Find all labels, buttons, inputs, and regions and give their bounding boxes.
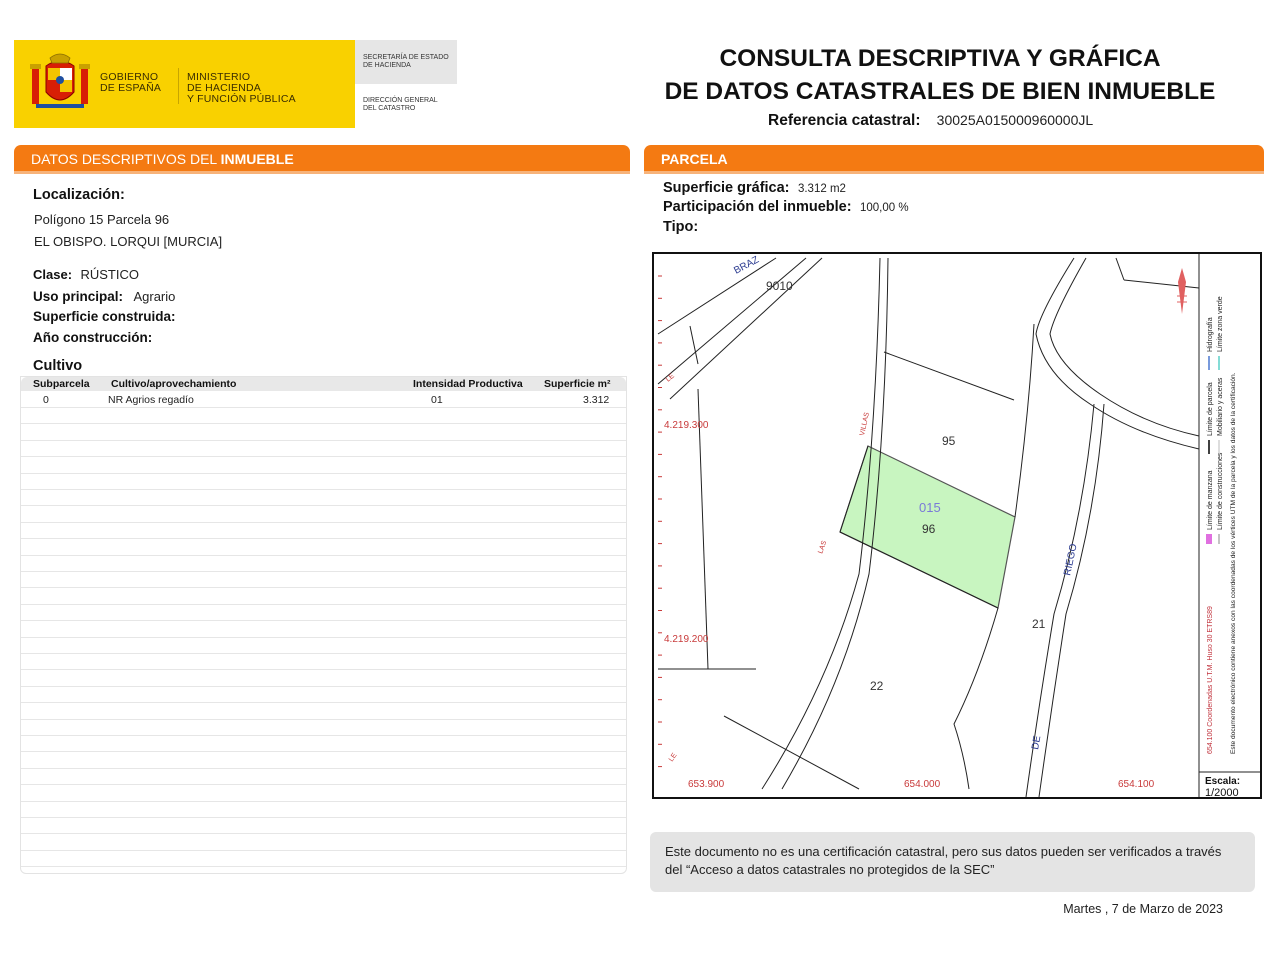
datos-descriptivos-bar: DATOS DESCRIPTIVOS DEL INMUEBLE xyxy=(14,145,630,171)
cultivo-title: Cultivo xyxy=(33,358,83,374)
localizacion-line2: EL OBISPO. LORQUI [MURCIA] xyxy=(34,234,223,249)
road-villas: VILLAS xyxy=(859,411,871,437)
legend-parcela: Límite de parcela xyxy=(1207,382,1214,436)
localizacion-label: Localización: xyxy=(33,187,125,203)
td-superficie: 3.312 xyxy=(583,394,610,406)
table-row-line xyxy=(21,637,626,638)
table-row-line xyxy=(21,456,626,457)
table-row-line xyxy=(21,817,626,818)
table-row-line xyxy=(21,604,626,605)
th-superficie: Superficie m² xyxy=(544,378,611,390)
table-row-line xyxy=(21,489,626,490)
table-row-line xyxy=(21,407,626,408)
anio-construccion-label: Año construcción: xyxy=(33,330,153,345)
escala-label: Escala: xyxy=(1205,776,1241,787)
th-intensidad: Intensidad Productiva xyxy=(413,378,523,390)
ministerio-label: MINISTERIO DE HACIENDA Y FUNCIÓN PÚBLICA xyxy=(187,71,296,105)
table-row-line xyxy=(21,735,626,736)
coord-x3: 654.100 xyxy=(1118,779,1155,790)
legend-manzana-swatch xyxy=(1206,534,1212,544)
table-row-line xyxy=(21,719,626,720)
table-row-line xyxy=(21,505,626,506)
north-arrow-icon xyxy=(1177,268,1187,314)
table-row-line xyxy=(21,423,626,424)
th-subparcela: Subparcela xyxy=(33,378,90,390)
table-row-line xyxy=(21,768,626,769)
road-de: DE xyxy=(1030,734,1044,751)
coord-y2: 4.219.200 xyxy=(664,634,709,645)
cadastral-map xyxy=(652,252,1262,799)
legend-note: Este documento electrónico contiene anexos con las coordenadas de los vértices UTM de la parcela y los datos de la certificación. xyxy=(1230,372,1237,754)
legend-zona-verde: Límite zona verde xyxy=(1217,296,1224,352)
secretaria-block: SECRETARÍA DE ESTADO DE HACIENDA xyxy=(355,40,457,84)
legend-mobiliario: Mobiliario y aceras xyxy=(1217,377,1224,436)
table-row-line xyxy=(21,801,626,802)
table-row-line xyxy=(21,669,626,670)
table-row-line xyxy=(21,473,626,474)
table-row-line xyxy=(21,784,626,785)
participacion-row: Participación del inmueble: 100,00 % xyxy=(663,199,909,215)
coord-y1: 4.219.300 xyxy=(664,420,709,431)
coat-of-arms-icon xyxy=(30,52,90,114)
coord-x1: 653.900 xyxy=(688,779,725,790)
legend-manzana: Límite de manzana xyxy=(1207,470,1214,530)
table-row-line xyxy=(21,522,626,523)
gobierno-label: GOBIERNO DE ESPAÑA xyxy=(100,71,162,94)
uso-row: Uso principal: Agrario xyxy=(33,289,176,304)
direccion-block: DIRECCIÓN GENERAL DEL CATASTRO xyxy=(355,84,457,128)
referencia-catastral: Referencia catastral: 30025A015000960000JL xyxy=(768,112,1094,129)
cultivo-table xyxy=(20,376,627,874)
superficie-construida-label: Superficie construida: xyxy=(33,309,176,324)
road-braz: BRAZ xyxy=(732,254,761,277)
road-le-2: LE xyxy=(667,752,679,764)
table-row-line xyxy=(21,620,626,621)
legend-construcciones: Límite de construcciones xyxy=(1217,452,1224,530)
legend-utm: 654.100 Coordenadas U.T.M. Huso 30 ETRS89 xyxy=(1207,606,1214,754)
bar-underline xyxy=(14,171,630,174)
superficie-grafica-row: Superficie gráfica: 3.312 m2 xyxy=(663,180,846,196)
gobierno-logo-block xyxy=(14,40,355,128)
th-cultivo: Cultivo/aprovechamiento xyxy=(111,378,237,390)
label-21: 21 xyxy=(1032,617,1046,631)
table-row-line xyxy=(21,653,626,654)
table-row-line xyxy=(21,587,626,588)
parcela-bar: PARCELA xyxy=(644,145,1264,171)
label-22: 22 xyxy=(870,679,884,693)
label-95: 95 xyxy=(942,434,956,448)
table-row-line xyxy=(21,538,626,539)
bar-underline-right xyxy=(644,171,1264,174)
road-riego: RIEGO xyxy=(1062,542,1080,577)
document-date: Martes , 7 de Marzo de 2023 xyxy=(1063,902,1223,916)
escala-value: 1/2000 xyxy=(1205,787,1239,797)
label-96: 96 xyxy=(922,522,936,536)
label-9010: 9010 xyxy=(766,279,793,293)
td-cultivo: NR Agrios regadío xyxy=(108,394,194,406)
table-row-line xyxy=(21,555,626,556)
verification-notice: Este documento no es una certificación catastral, pero sus datos pueden ser verificados a través del “Acceso a datos catastrales no protegidos de la SEC” xyxy=(650,832,1255,892)
td-subparcela: 0 xyxy=(43,394,49,406)
table-row-line xyxy=(21,440,626,441)
clase-row: Clase: RÚSTICO xyxy=(33,267,139,282)
tipo-label: Tipo: xyxy=(663,219,699,235)
td-intensidad: 01 xyxy=(431,394,443,406)
table-row-line xyxy=(21,833,626,834)
localizacion-line1: Polígono 15 Parcela 96 xyxy=(34,212,170,227)
logo-divider xyxy=(178,68,179,104)
table-row-line xyxy=(21,702,626,703)
road-le-1: LE xyxy=(664,372,676,384)
legend-hidrografia: Hidrografía xyxy=(1207,317,1214,352)
map-drawing xyxy=(654,254,1260,797)
table-row-line xyxy=(21,571,626,572)
table-row-line xyxy=(21,751,626,752)
table-row-line xyxy=(21,850,626,851)
road-las: LAS xyxy=(817,539,829,555)
coord-x2: 654.000 xyxy=(904,779,941,790)
referencia-value: 30025A015000960000JL xyxy=(936,112,1094,128)
table-row-line xyxy=(21,866,626,867)
page-title: CONSULTA DESCRIPTIVA Y GRÁFICA DE DATOS CATASTRALES DE BIEN INMUEBLE xyxy=(664,45,1216,105)
table-row-line xyxy=(21,686,626,687)
label-015: 015 xyxy=(919,500,941,515)
